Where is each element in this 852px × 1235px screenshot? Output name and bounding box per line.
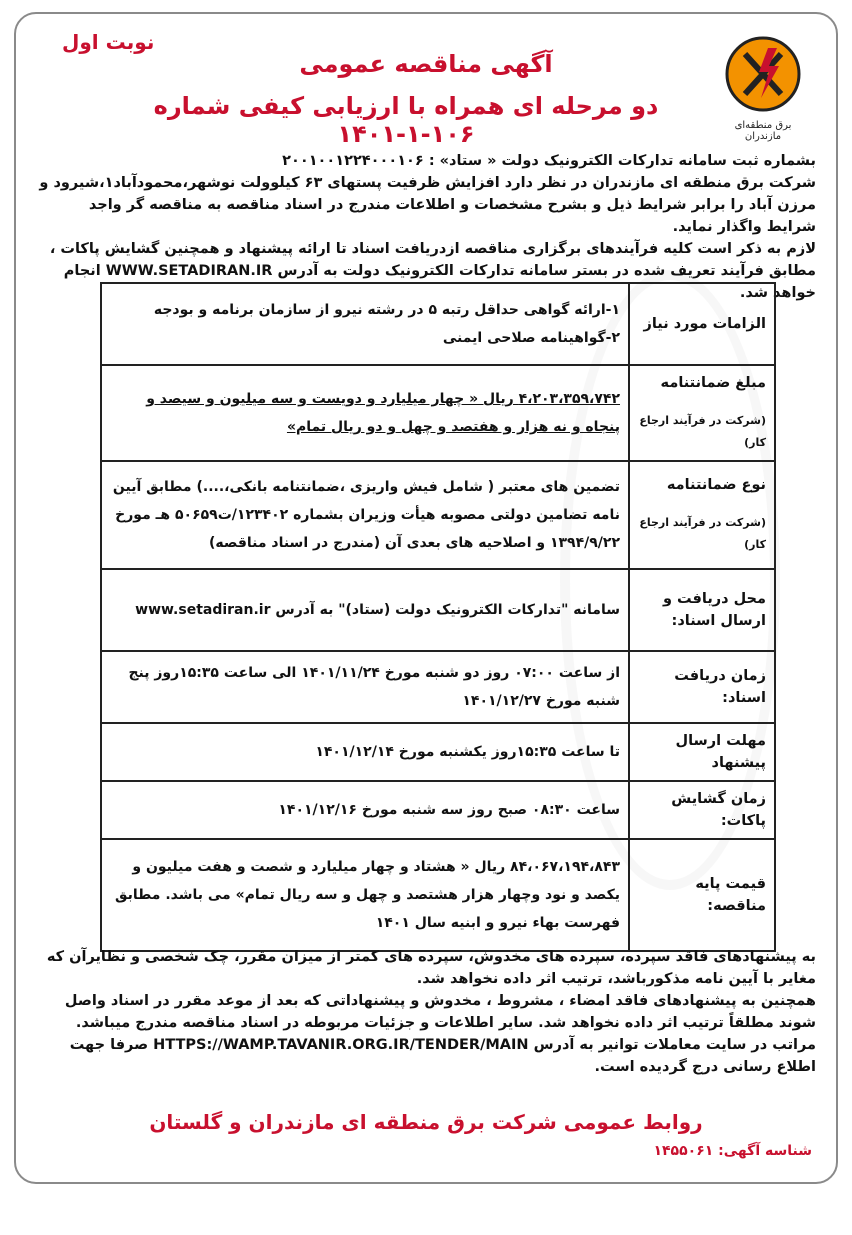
footer-text bbox=[36, 946, 816, 1078]
requirement-item: ۱-ارائه گواهی حداقل رتبه ۵ در رشته نیرو از سازمان برنامه و بودجه bbox=[153, 302, 620, 318]
guarantee-amount-value: ۴،۲۰۳،۳۵۹،۷۴۲ ریال « چهار میلیارد و دویست و سه میلیون و سیصد و پنجاه و نه هزار و هفتصد و چهل و دو ریال تمام» bbox=[101, 365, 629, 461]
base-price-label: قیمت پایه مناقصه: bbox=[629, 839, 775, 951]
documents-location-value: سامانه "تدارکات الکترونیک دولت (ستاد)" به آدرس www.setadiran.ir bbox=[101, 569, 629, 651]
table-row bbox=[101, 651, 775, 723]
documents-time-value: از ساعت ۰۷:۰۰ روز دو شنبه مورخ ۱۴۰۱/۱۱/۲۴ الی ساعت ۱۵:۳۵روز پنج شنبه مورخ ۱۴۰۱/۱۲/۲۷ bbox=[101, 651, 629, 723]
registration-line: بشماره ثبت سامانه تدارکات الکترونیک دولت « ستاد» : ۲۰۰۱۰۰۱۲۲۴۰۰۰۱۰۶ bbox=[282, 153, 816, 169]
logo-caption: برق منطقه‌ای مازندران bbox=[734, 120, 792, 142]
footer-paragraph: همچنین به پیشنهادهای فاقد امضاء ، مشروط ، مخدوش و پیشنهاداتی که بعد از موعد مقرر در اسناد واصل شوند مطلقاً ترتیب اثر داده نخواهد شد. سایر اطلاعات و جزئیات مربوطه در اسناد مناقصه مندرج میباشد. bbox=[64, 993, 816, 1031]
process-paragraph: لازم به ذکر است کلیه فرآیندهای برگزاری مناقصه ازدریافت اسناد تا ارائه پیشنهاد و همچنین گشایش پاکات ، مطابق فرآیند تعریف شده در بستر سامانه تدارکات الکترونیک دولت به آدرس WWW.SETADIRAN.IR انجام خواهد شد. bbox=[49, 241, 816, 301]
table-row bbox=[101, 723, 775, 781]
requirements-value bbox=[101, 283, 629, 365]
guarantee-type-value: تضمین های معتبر ( شامل فیش واریزی ،ضمانتنامه بانکی،....) مطابق آیین نامه تضامین دولتی مصوبه هیأت وزیران بشماره ۱۲۳۴۰۲/ت۵۰۶۵۹ هـ مورخ ۱۳۹۴/۹/۲۲ و اصلاحیه های بعدی آن (مندرج در اسناد مناقصه) bbox=[101, 461, 629, 569]
submission-deadline-value: تا ساعت ۱۵:۳۵روز یکشنبه مورخ ۱۴۰۱/۱۲/۱۴ bbox=[101, 723, 629, 781]
public-relations-signature: روابط عمومی شرکت برق منطقه ای مازندران و گلستان bbox=[149, 1110, 703, 1134]
documents-time-label: زمان دریافت اسناد: bbox=[629, 651, 775, 723]
base-price-value: ۸۴،۰۶۷،۱۹۴،۸۴۳ ریال « هشتاد و چهار میلیارد و شصت و هفت میلیون و یکصد و نود وچهار هزار هشتصد و چهل و سه ریال تمام» می باشد. مطابق فهرست بهاء نیرو و ابنیه سال ۱۴۰۱ bbox=[101, 839, 629, 951]
table-row bbox=[101, 365, 775, 461]
guarantee-type-label: نوع ضمانتنامه (شرکت در فرآیند ارجاع کار) bbox=[629, 461, 775, 569]
footer-paragraph: به پیشنهادهای فاقد سپرده، سپرده های مخدوش، سپرده های کمتر از میزان مقرر، چک شخصی و نظایرآن که مغایر با آیین نامه مذکورباشد، ترتیب اثر داده نخواهد شد. bbox=[46, 949, 816, 987]
table-row bbox=[101, 461, 775, 569]
table-row bbox=[101, 839, 775, 951]
documents-location-label: محل دریافت و ارسال اسناد: bbox=[629, 569, 775, 651]
requirements-label: الزامات مورد نیاز bbox=[629, 283, 775, 365]
table-row bbox=[101, 283, 775, 365]
round-label: نوبت اول bbox=[62, 30, 155, 54]
opening-time-label: زمان گشایش پاکات: bbox=[629, 781, 775, 839]
tender-details-table bbox=[100, 282, 776, 952]
intro-paragraph: شرکت برق منطقه ای مازندران در نظر دارد افزایش ظرفیت پستهای ۶۳ کیلوولت نوشهر،محمودآباد۱،شیرود و مرزن آباد را برابر شرایط ذیل و بشرح مشخصات و اطلاعات مندرج در اسناد مناقصه به مناقصه گر واجد شرایط واگذار نماید. bbox=[39, 175, 816, 235]
guarantee-amount-sublabel: (شرکت در فرآیند ارجاع کار) bbox=[639, 414, 766, 449]
guarantee-amount-label: مبلغ ضمانتنامه (شرکت در فرآیند ارجاع کار) bbox=[629, 365, 775, 461]
footer-paragraph: مراتب در سایت معاملات توانیر به آدرس HTTPS://WAMP.TAVANIR.ORG.IR/TENDER/MAIN صرفا جهت اطلاع رسانی درج گردیده است. bbox=[69, 1037, 816, 1075]
guarantee-type-sublabel: (شرکت در فرآیند ارجاع کار) bbox=[639, 516, 766, 551]
ad-identifier: شناسه آگهی: ۱۴۵۵۰۶۱ bbox=[653, 1143, 812, 1159]
requirement-item: ۲-گواهینامه صلاحی ایمنی bbox=[442, 330, 620, 346]
table-row bbox=[101, 569, 775, 651]
table-row bbox=[101, 781, 775, 839]
page-title: آگهی مناقصه عمومی bbox=[299, 50, 553, 78]
submission-deadline-label: مهلت ارسال پیشنهاد bbox=[629, 723, 775, 781]
opening-time-value: ساعت ۰۸:۳۰ صبح روز سه شنبه مورخ ۱۴۰۱/۱۲/۱۶ bbox=[101, 781, 629, 839]
page-subtitle: دو مرحله ای همراه با ارزیابی کیفی شماره ۱۰۶-۱-۱۴۰۱ bbox=[153, 92, 659, 148]
intro-text bbox=[36, 150, 816, 304]
